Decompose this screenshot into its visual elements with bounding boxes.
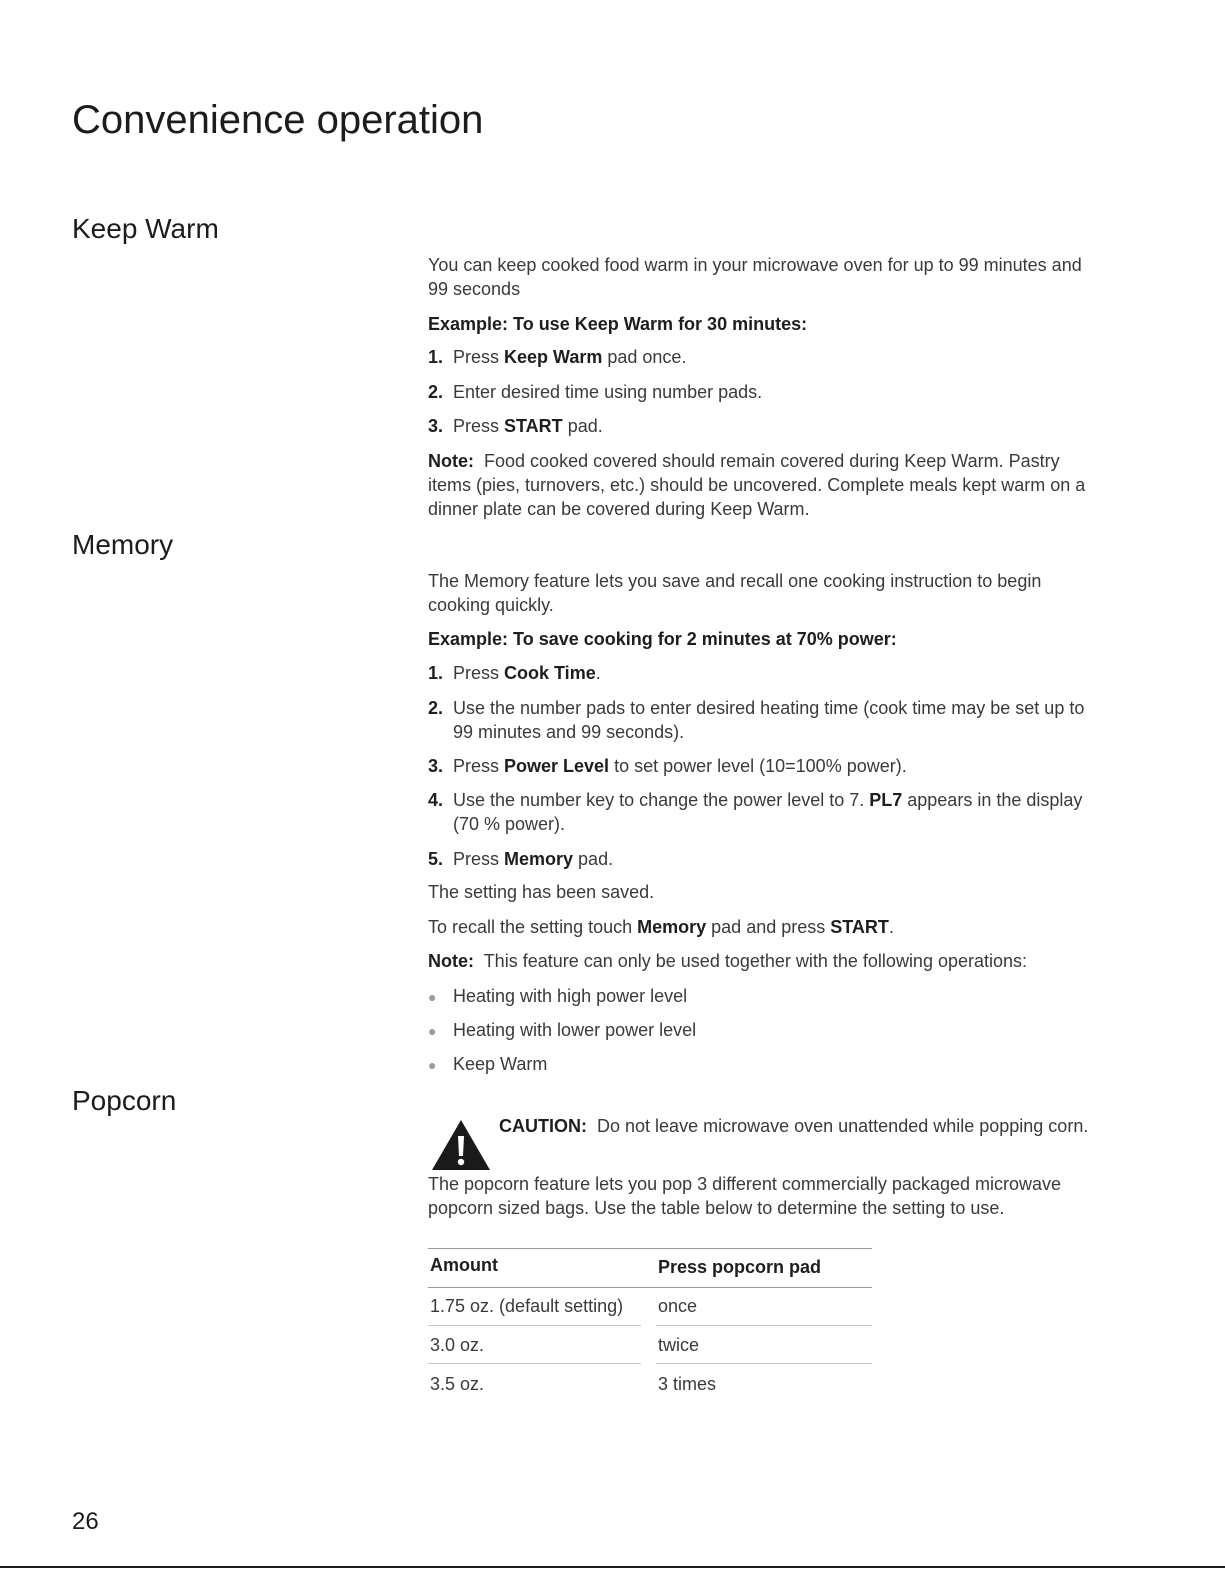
table-rule bbox=[428, 1287, 872, 1288]
popcorn-heading: Popcorn bbox=[72, 1085, 177, 1116]
warning-triangle-icon bbox=[430, 1118, 492, 1172]
bullet-icon: ● bbox=[428, 1023, 437, 1039]
keep-warm-pad-label: Keep Warm bbox=[504, 347, 603, 367]
memory-recall-text: To recall the setting touch Memory pad and press START. bbox=[428, 917, 894, 937]
step-number: 5. bbox=[428, 849, 444, 869]
list-item: ● Heating with high power level bbox=[428, 984, 687, 1009]
note-label: Note: bbox=[428, 951, 474, 971]
memory-saved-text: The setting has been saved. bbox=[428, 882, 655, 902]
step-number: 2. bbox=[428, 382, 444, 402]
keep-warm-note-line-2: items (pies, turnovers, etc.) should be uncovered. Complete meals kept warm on a bbox=[428, 475, 1086, 495]
keep-warm-intro-line-2: 99 seconds bbox=[428, 279, 521, 299]
table-cell: once bbox=[658, 1296, 698, 1316]
table-header-amount: Amount bbox=[430, 1255, 498, 1275]
memory-pad-label: Memory bbox=[504, 849, 574, 869]
page-title: Convenience operation bbox=[72, 98, 484, 142]
memory-step: 3. Press Power Level to set power level (10=100% power). bbox=[428, 756, 907, 776]
popcorn-intro-line-2: popcorn sized bags. Use the table below to determine the setting to use. bbox=[428, 1198, 1005, 1218]
memory-heading: Memory bbox=[72, 529, 174, 560]
table-cell: 3 times bbox=[658, 1374, 717, 1394]
table-rule bbox=[428, 1248, 872, 1249]
start-pad-label: START bbox=[504, 416, 563, 436]
popcorn-caution: CAUTION: Do not leave microwave oven unattended while popping corn. bbox=[499, 1116, 1089, 1136]
table-cell: twice bbox=[658, 1335, 700, 1355]
table-header-press: Press popcorn pad bbox=[658, 1257, 822, 1277]
step-number: 2. bbox=[428, 698, 444, 718]
memory-step: 1. Press Cook Time. bbox=[428, 663, 601, 683]
step-number: 1. bbox=[428, 663, 444, 683]
cook-time-pad-label: Cook Time bbox=[504, 663, 596, 683]
keep-warm-note-line-1: Note: Food cooked covered should remain covered during Keep Warm. Pastry bbox=[428, 451, 1060, 471]
memory-step-continuation: 99 minutes and 99 seconds). bbox=[453, 722, 685, 742]
table-rule bbox=[656, 1325, 872, 1326]
page-bottom-rule bbox=[0, 1566, 1225, 1568]
note-label: Note: bbox=[428, 451, 474, 471]
memory-intro-line-2: cooking quickly. bbox=[428, 595, 554, 615]
step-number: 1. bbox=[428, 347, 444, 367]
memory-step-continuation: (70 % power). bbox=[453, 814, 566, 834]
table-cell: 3.5 oz. bbox=[430, 1374, 485, 1394]
list-item: ● Keep Warm bbox=[428, 1052, 547, 1077]
bullet-icon: ● bbox=[428, 1057, 437, 1073]
memory-step: 2. Use the number pads to enter desired heating time (cook time may be set up to bbox=[428, 698, 1085, 718]
caution-label: CAUTION: bbox=[499, 1116, 587, 1136]
pl7-display-label: PL7 bbox=[869, 790, 903, 810]
table-rule bbox=[656, 1363, 872, 1364]
memory-intro-line-1: The Memory feature lets you save and recall one cooking instruction to begin bbox=[428, 571, 1042, 591]
step-number: 3. bbox=[428, 756, 444, 776]
memory-note: Note: This feature can only be used together with the following operations: bbox=[428, 951, 1028, 971]
list-item: ● Heating with lower power level bbox=[428, 1018, 696, 1043]
step-number: 4. bbox=[428, 790, 444, 810]
bullet-icon: ● bbox=[428, 989, 437, 1005]
power-level-pad-label: Power Level bbox=[504, 756, 610, 776]
popcorn-intro-line-1: The popcorn feature lets you pop 3 different commercially packaged microwave bbox=[428, 1174, 1061, 1194]
memory-step: 5. Press Memory pad. bbox=[428, 849, 614, 869]
keep-warm-step: 1. Press Keep Warm pad once. bbox=[428, 347, 687, 367]
keep-warm-example: Example: To use Keep Warm for 30 minutes: bbox=[428, 314, 808, 334]
page-number: 26 bbox=[72, 1508, 99, 1535]
keep-warm-intro-line-1: You can keep cooked food warm in your microwave oven for up to 99 minutes and bbox=[428, 255, 1082, 275]
step-number: 3. bbox=[428, 416, 444, 436]
keep-warm-step: 2. Enter desired time using number pads. bbox=[428, 382, 763, 402]
keep-warm-heading: Keep Warm bbox=[72, 213, 219, 244]
keep-warm-note-line-3: dinner plate can be covered during Keep Warm. bbox=[428, 499, 810, 519]
table-cell: 1.75 oz. (default setting) bbox=[430, 1296, 624, 1316]
memory-step: 4. Use the number key to change the power level to 7. PL7 appears in the display bbox=[428, 790, 1083, 810]
table-rule bbox=[428, 1325, 641, 1326]
table-rule bbox=[428, 1363, 641, 1364]
memory-example: Example: To save cooking for 2 minutes at 70% power: bbox=[428, 629, 897, 649]
table-cell: 3.0 oz. bbox=[430, 1335, 485, 1355]
keep-warm-step: 3. Press START pad. bbox=[428, 416, 603, 436]
